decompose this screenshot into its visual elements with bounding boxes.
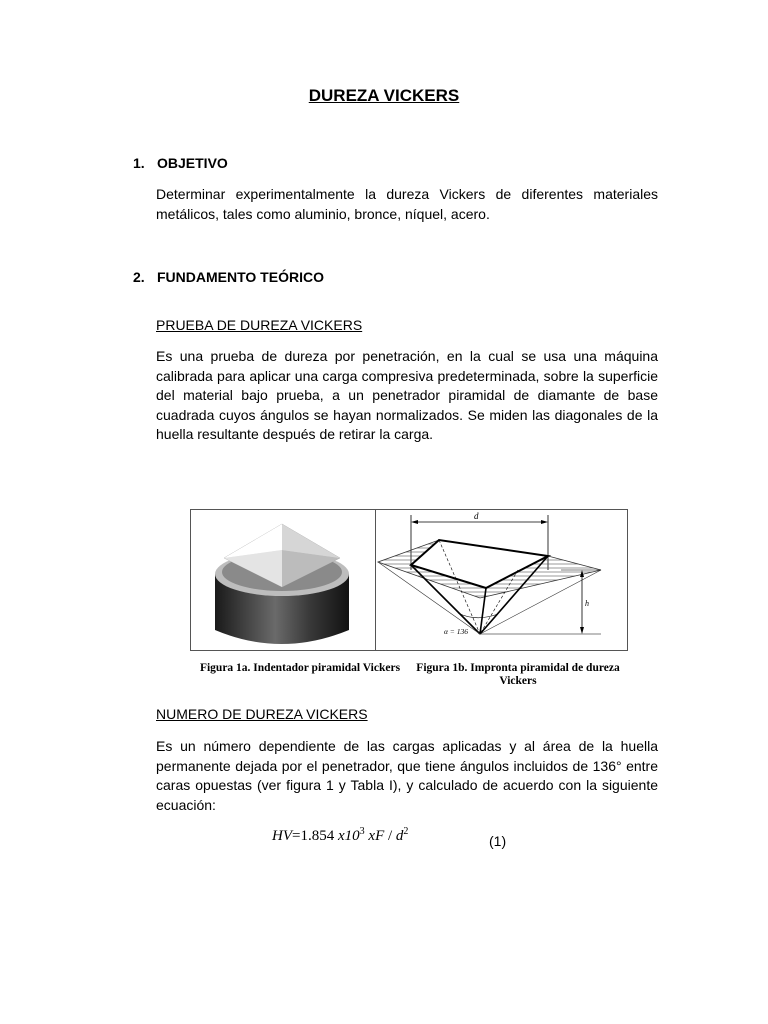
section-title: OBJETIVO: [157, 155, 228, 171]
section-heading-fundamento: [133, 269, 324, 285]
subheading-prueba: PRUEBA DE DUREZA VICKERS: [156, 317, 363, 333]
subheading-numero: NUMERO DE DUREZA VICKERS: [156, 706, 368, 722]
section-heading-objetivo: [133, 155, 228, 171]
objetivo-paragraph: [156, 185, 658, 224]
impression-diagram: [376, 510, 628, 650]
caption-figure-1b-line2: Vickers: [499, 675, 537, 687]
indenter-illustration: [191, 510, 375, 650]
prueba-text: Es una prueba de dureza por penetración, en la cual se usa una máquina calibrada para aplicar una carga compresiva predeterminada, sobre la superficie del material bajo prueba, a un penetrador piramidal de diamante de base cuadrada cuyos ángulos se hayan normalizados. Se miden las diagonales de la huella resultante después de retirar la carga.: [156, 348, 658, 442]
figure-vickers: [190, 509, 628, 651]
eq-x1: x10: [337, 828, 360, 844]
section-number: 2.: [133, 269, 145, 285]
objetivo-text: Determinar experimentalmente la dureza Vickers de diferentes materiales metálicos, tales como aluminio, bronce, níquel, acero.: [156, 186, 658, 222]
eq-hv: HV: [272, 828, 292, 844]
caption-figure-1a: Figura 1a. Indentador piramidal Vickers: [199, 662, 401, 674]
section-title: FUNDAMENTO TEÓRICO: [157, 269, 324, 285]
eq-exp3: 3: [359, 826, 365, 837]
label-h: h: [585, 599, 589, 608]
prueba-paragraph: [156, 347, 658, 445]
eq-exp2: 2: [403, 826, 409, 837]
document-title: DUREZA VICKERS: [308, 86, 460, 105]
eq-f: F: [375, 828, 385, 844]
eq-d: d: [395, 828, 404, 844]
eq-coef: =1.854: [292, 828, 335, 844]
eq-slash: /: [387, 828, 393, 844]
equation-number: (1): [489, 833, 507, 849]
label-alpha: α = 136: [444, 627, 468, 636]
eq-x2: x: [368, 828, 376, 844]
label-d: d: [474, 511, 479, 521]
numero-text: Es un número dependiente de las cargas aplicadas y al área de la huella permanente dejada por el penetrador, que tiene ángulos incluidos de 136° entre caras opuestas (ver figura 1 y Tabla I), y calculado de acuerdo con la siguiente ecuación:: [156, 738, 658, 813]
numero-paragraph: [156, 737, 658, 815]
section-number: 1.: [133, 155, 145, 171]
caption-figure-1b-line1: Figura 1b. Impronta piramidal de dureza: [416, 662, 620, 674]
equation-hv: [272, 826, 408, 845]
caption-figure-1b: [414, 662, 622, 688]
